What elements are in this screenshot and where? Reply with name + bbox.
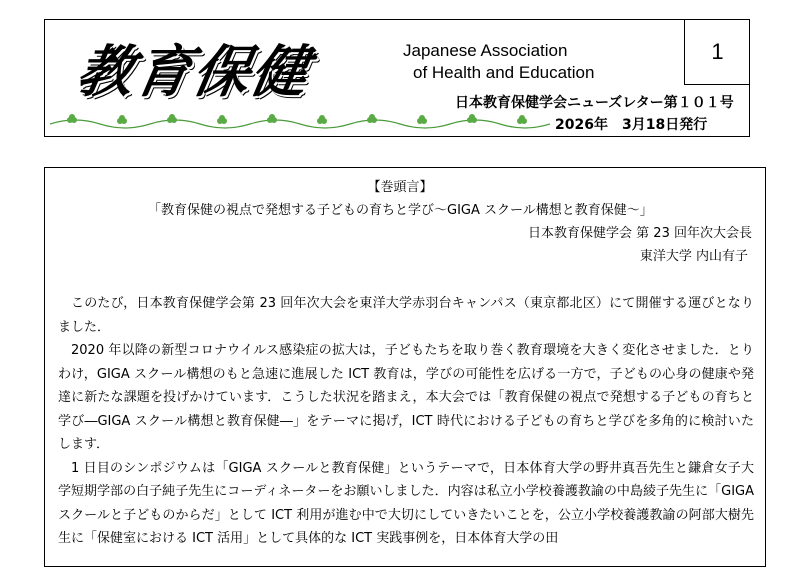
article-body [58,292,754,551]
newsletter-title: 日本教育保健学会ニューズレター第１０１号 [455,95,734,111]
association-name [403,40,594,84]
paragraph: 1 日目のシンポジウムは「GIGA スクールと教育保健」というテーマで，日本体育大学の野井真吾先生と鎌倉女子大学短期学部の白子純子先生にコーディネーターをお願いしました．内容は私立小学校養護教諭の中島綾子先生に「GIGA スクールと子どものからだ」として ICT 利用が進む中で大切にしていきたいことを，公立小学校養護教諭の阿部大樹先生に「保健室における ICT 活用」として具体的な ICT 実践事例を，日本体育大学の田 [58,460,754,546]
association-name-line2: of Health and Education [413,63,595,82]
author-name: 東洋大学 内山有子 [639,249,748,264]
issue-date: 2026年 3月18日発行 [555,117,708,133]
author-affiliation: 日本教育保健学会 第 23 回年次大会長 [528,226,752,241]
paragraph: このたび，日本教育保健学会第 23 回年次大会を東洋大学赤羽台キャンパス（東京都北区）にて開催する運びとなりました． [58,296,754,335]
article-title: 「教育保健の視点で発想する子どもの育ちと学び～GIGA スクール構想と教育保健～」 [148,203,653,218]
page-number: 1 [684,19,750,85]
clover-vine-decoration-icon [50,112,550,130]
association-name-line1: Japanese Association [403,41,568,60]
masthead-logo: 教育保健 [71,40,315,105]
paragraph: 2020 年以降の新型コロナウイルス感染症の拡大は，子どもたちを取り巻く教育環境を大きく変化させました．とりわけ，GIGA スクール構想のもと急速に進展した ICT 教育は，学びの可能性を広げる一方で，子どもの心身の健康や発達に新たな課題を投げかけています．こうした状況を踏まえ，本大会では「教育保健の視点で発想する子どもの育ちと学び―GIGA スクール構想と教育保健―」をテーマに掲げ，ICT 時代における子どもの育ちと学びを多角的に検討いたします． [58,343,754,452]
section-label: 【巻頭言】 [367,180,433,195]
